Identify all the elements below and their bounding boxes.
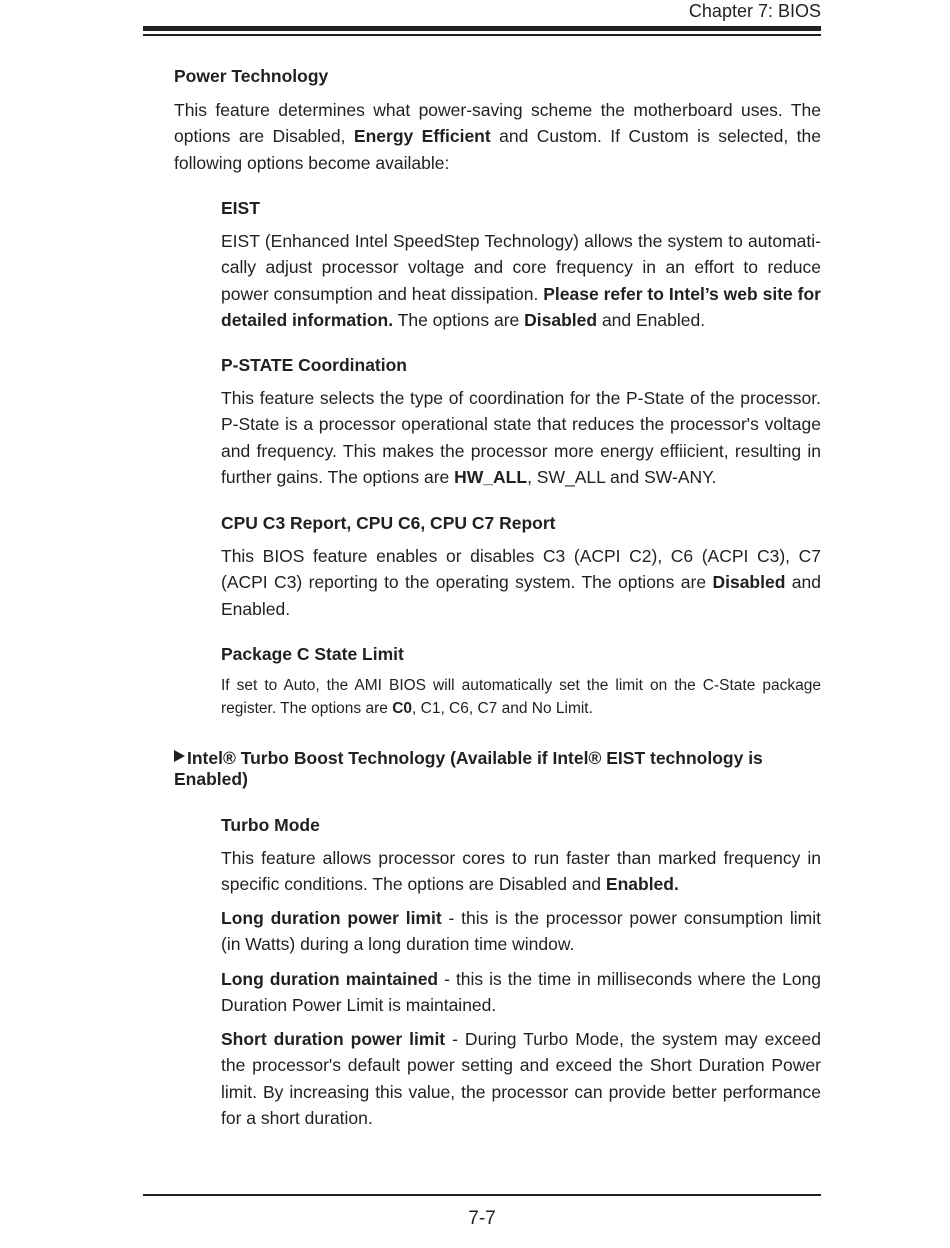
header-rule-thin bbox=[143, 34, 821, 36]
power-technology-heading: Power Technology bbox=[174, 66, 329, 86]
long-duration-maintained-text: Long duration maintained - this is the time in milliseconds where the Long Duration Power Limit is maintained. bbox=[221, 969, 821, 1016]
turbo-mode-text: This feature allows processor cores to run faster than marked frequency in specific conditions. The options are Disabled and Enabled. bbox=[221, 848, 821, 895]
header-rule-thick bbox=[143, 26, 821, 31]
chapter-title: Chapter 7: BIOS bbox=[688, 1, 821, 21]
triangle-arrow-icon bbox=[174, 750, 185, 762]
package-c-heading: Package C State Limit bbox=[221, 644, 404, 664]
pstate-text: This feature selects the type of coordination for the P-State of the processor. P-State is a processor operational state that reduces the processor's voltage and frequency. This makes the processor more energy effiicient, resulting in further gains. The options are HW_ALL, SW_ALL and SW-ANY. bbox=[221, 388, 821, 487]
turbo-boost-heading: Intel® Turbo Boost Technology (Available if Intel® EIST technology is Enabled) bbox=[174, 748, 763, 789]
eist-text: EIST (Enhanced Intel SpeedStep Technology) allows the system to automati-cally adjust processor voltage and core frequency in an effort to reduce power consumption and heat dissipation. Please refer to Intel’s web site for detailed information. The options are Disabled and Enabled. bbox=[221, 231, 821, 330]
eist-heading: EIST bbox=[221, 198, 260, 218]
long-duration-power-limit-text: Long duration power limit - this is the processor power consumption limit (in Watts) during a long duration time window. bbox=[221, 908, 821, 955]
short-duration-power-limit-text: Short duration power limit - During Turbo Mode, the system may exceed the processor's default power setting and exceed the Short Duration Power limit. By increasing this value, the processor can provide better performance for a short duration. bbox=[221, 1029, 821, 1128]
package-c-text: If set to Auto, the AMI BIOS will automatically set the limit on the C-State package register. The options are C0, C1, C6, C7 and No Limit. bbox=[221, 677, 821, 717]
cstate-report-heading: CPU C3 Report, CPU C6, CPU C7 Report bbox=[221, 513, 556, 533]
cstate-report-text: This BIOS feature enables or disables C3 (ACPI C2), C6 (ACPI C3), C7 (ACPI C3) reporting to the operating system. The options are Disabled and Enabled. bbox=[221, 546, 821, 619]
footer-rule bbox=[143, 1194, 821, 1196]
page-number: 7-7 bbox=[468, 1208, 496, 1229]
turbo-mode-heading: Turbo Mode bbox=[221, 815, 320, 835]
pstate-heading: P-STATE Coordination bbox=[221, 355, 407, 375]
power-technology-text: This feature determines what power-saving scheme the motherboard uses. The options are Disabled, Energy Efficient and Custom. If Custom is selected, the following options become available: bbox=[174, 100, 821, 173]
